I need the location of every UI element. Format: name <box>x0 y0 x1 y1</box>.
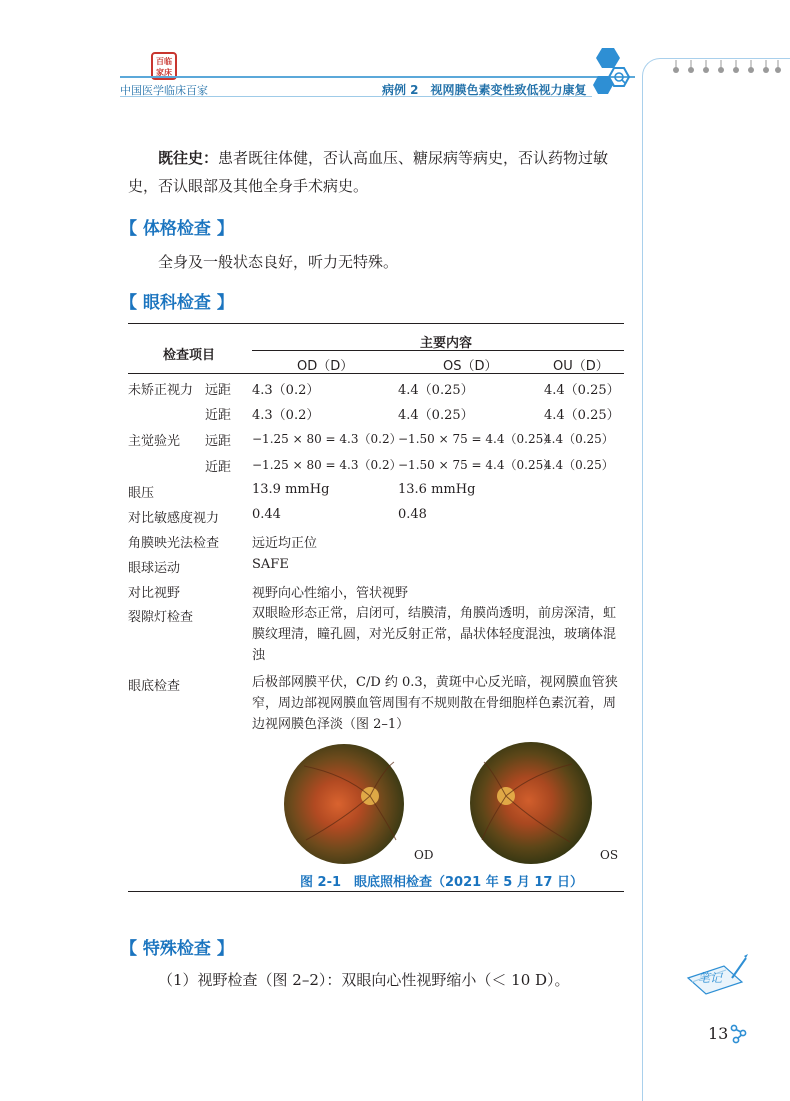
table-row-od: −1.25 × 80 = 4.3（0.2） <box>252 458 402 472</box>
table-row-item: 对比敏感度视力 <box>128 511 220 526</box>
table-header-main: 主要内容 <box>420 336 473 351</box>
table-row-od: 4.3（0.2） <box>252 408 320 423</box>
table-row-os: −1.50 × 75 = 4.4（0.25） <box>398 432 556 446</box>
table-top-rule <box>128 323 624 324</box>
fundus-exam-label: 眼底检查 <box>128 679 181 694</box>
table-row-od: 0.44 <box>252 507 281 522</box>
fundus-photo-os <box>470 742 592 864</box>
table-row-item: 角膜映光法检查 <box>128 536 220 551</box>
series-title: 中国医学临床百家 <box>120 84 208 97</box>
table-row-od: 视野向心性缩小，管状视野 <box>252 586 409 601</box>
table-row-sub: 远距 <box>205 383 232 398</box>
slit-lamp-label: 裂隙灯检查 <box>128 610 194 625</box>
table-row-od: SAFE <box>252 557 289 572</box>
table-row-od: 4.3（0.2） <box>252 383 320 398</box>
table-row-os: −1.50 × 75 = 4.4（0.25） <box>398 458 556 472</box>
table-header-rule <box>128 373 624 374</box>
special-exam-heading: 【 特殊检查 】 <box>120 939 234 959</box>
table-row-item: 眼球运动 <box>128 561 181 576</box>
figure-label-os: OS <box>600 848 619 862</box>
special-exam-text: （1）视野检查（图 2–2）：双眼向心性视野缩小（＜ 10 D）。 <box>158 971 570 989</box>
table-row-item: 对比视野 <box>128 586 181 601</box>
hexagon-magnifier-icon <box>588 46 632 102</box>
notes-pen-icon <box>684 952 750 996</box>
table-bottom-rule <box>128 891 624 892</box>
figure-label-od: OD <box>414 848 434 862</box>
table-row-ou: 4.4（0.25） <box>544 432 614 446</box>
page-number: 13 <box>708 1024 729 1043</box>
physical-exam-heading: 【 体格检查 】 <box>120 219 234 239</box>
table-row-sub: 近距 <box>205 408 232 423</box>
table-row-ou: 4.4（0.25） <box>544 383 620 398</box>
table-row-ou: 4.4（0.25） <box>544 408 620 423</box>
table-sub-rule <box>252 350 624 351</box>
past-history-paragraph <box>128 144 628 200</box>
table-row-item: 未矫正视力 <box>128 383 194 398</box>
table-row-od: 13.9 mmHg <box>252 482 330 497</box>
molecule-icon <box>730 1024 748 1044</box>
past-history-label: 既往史： <box>158 149 219 167</box>
fundus-exam-text: 后极部网膜平伏，C/D 约 0.3，黄斑中心反光暗，视网膜血管狭窄，周边部视网膜血管周围有不规则散在骨细胞样色素沉着，周边视网膜色泽淡（图 2–1） <box>252 675 618 732</box>
table-header-item: 检查项目 <box>163 348 216 363</box>
table-row-od: 远近均正位 <box>252 536 318 551</box>
notes-label: 笔记 <box>698 971 723 985</box>
figure-caption: 图 2-1 眼底照相检查（2021 年 5 月 17 日） <box>300 875 583 890</box>
table-row-sub: 远距 <box>205 434 232 449</box>
table-row-os: 4.4（0.25） <box>398 383 474 398</box>
notes-margin-rail <box>642 58 790 1101</box>
table-row-item: 眼压 <box>128 486 155 501</box>
table-row-sub: 近距 <box>205 460 232 475</box>
slit-lamp-text: 双眼睑形态正常，启闭可，结膜清，角膜尚透明，前房深清，虹膜纹理清，瞳孔圆，对光反射正常，晶状体轻度混浊，玻璃体混浊 <box>252 606 617 663</box>
past-history-text: 患者既往体健，否认高血压、糖尿病等病史，否认药物过敏史，否认眼部及其他全身手术病史。 <box>128 149 609 195</box>
header-rule <box>120 76 635 78</box>
table-row-os: 0.48 <box>398 507 427 522</box>
table-header-od: OD（D） <box>297 359 354 374</box>
table-row-item: 主觉验光 <box>128 434 181 449</box>
table-row-os: 4.4（0.25） <box>398 408 474 423</box>
binder-pins-icon <box>672 60 782 76</box>
series-seal-logo: 百临 家床 <box>151 52 177 80</box>
table-header-ou: OU（D） <box>553 359 609 374</box>
physical-exam-text: 全身及一般状态良好，听力无特殊。 <box>158 253 399 271</box>
table-row-od: −1.25 × 80 = 4.3（0.2） <box>252 432 402 446</box>
fundus-photo-od <box>284 744 404 864</box>
chapter-title: 病例 2 视网膜色素变性致低视力康复 <box>382 83 587 97</box>
eye-exam-heading: 【 眼科检查 】 <box>120 293 234 313</box>
table-row-os: 13.6 mmHg <box>398 482 476 497</box>
table-header-os: OS（D） <box>443 359 498 374</box>
table-row-ou: 4.4（0.25） <box>544 458 614 472</box>
